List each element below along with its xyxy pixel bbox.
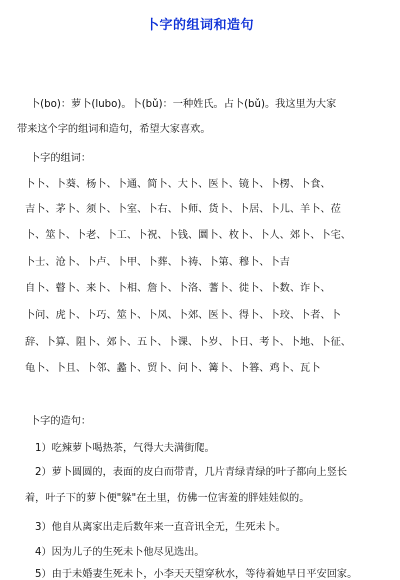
sentences-section-label: 卜字的造句： [30,416,92,427]
words-line: 卜问、虎卜、卜巧、筮卜、卜凤、卜郊、医卜、得卜、卜珓、卜者、卜 [25,310,341,321]
words-line: 自卜、瞽卜、来卜、卜相、詹卜、卜洛、蓍卜、徙卜、卜数、诈卜、 [25,283,331,294]
sentence-4: 4）因为儿子的生死未卜他尽见选出。 [35,547,205,558]
words-line: 吉卜、茅卜、须卜、卜室、卜右、卜师、货卜、卜居、卜儿、羊卜、莅 [25,204,341,215]
sentence-1: 1）吃辣萝卜喝热茶，气得大夫满街爬。 [35,443,215,454]
intro-line-1: 卜(bo)：萝卜(lubo)。卜(bǔ)：一种姓氏。占卜(bǔ)。我这里为大家 [30,99,337,110]
words-line: 卜士、沧卜、卜卢、卜甲、卜葬、卜祷、卜第、穆卜、卜吉 [25,257,290,268]
words-line: 卜卜、卜葵、杨卜、卜通、简卜、大卜、医卜、镜卜、卜楞、卜食、 [25,179,331,190]
sentence-3: 3）他自从离家出走后数年来一直音讯全无，生死未卜。 [35,522,286,533]
words-line: 卜、筮卜、卜老、卜工、卜祝、卜钱、圜卜、枚卜、卜人、郊卜、卜宅、 [25,230,351,241]
intro-line-2: 带来这个字的组词和造句，希望大家喜欢。 [17,124,211,135]
words-line: 辞、卜算、阻卜、郊卜、五卜、卜课、卜岁、卜日、考卜、卜地、卜征、 [25,337,351,348]
words-section-label: 卜字的组词： [30,153,92,164]
words-line: 龟卜、卜且、卜邻、蠡卜、贸卜、问卜、篝卜、卜簭、鸡卜、瓦卜 [25,363,321,374]
sentence-2-line-2: 着，叶子下的萝卜便"躲"在土里，仿佛一位害羞的胖娃娃似的。 [25,493,310,504]
sentence-5: 5）由于未婚妻生死未卜，小李天天望穿秋水，等待着她早日平安回家。 [35,569,358,580]
document-title: 卜字的组词和造句 [145,18,254,33]
sentence-2-line-1: 2）萝卜圆圆的，表面的皮白而带青，几片青绿青绿的叶子都向上竖长 [35,467,348,478]
